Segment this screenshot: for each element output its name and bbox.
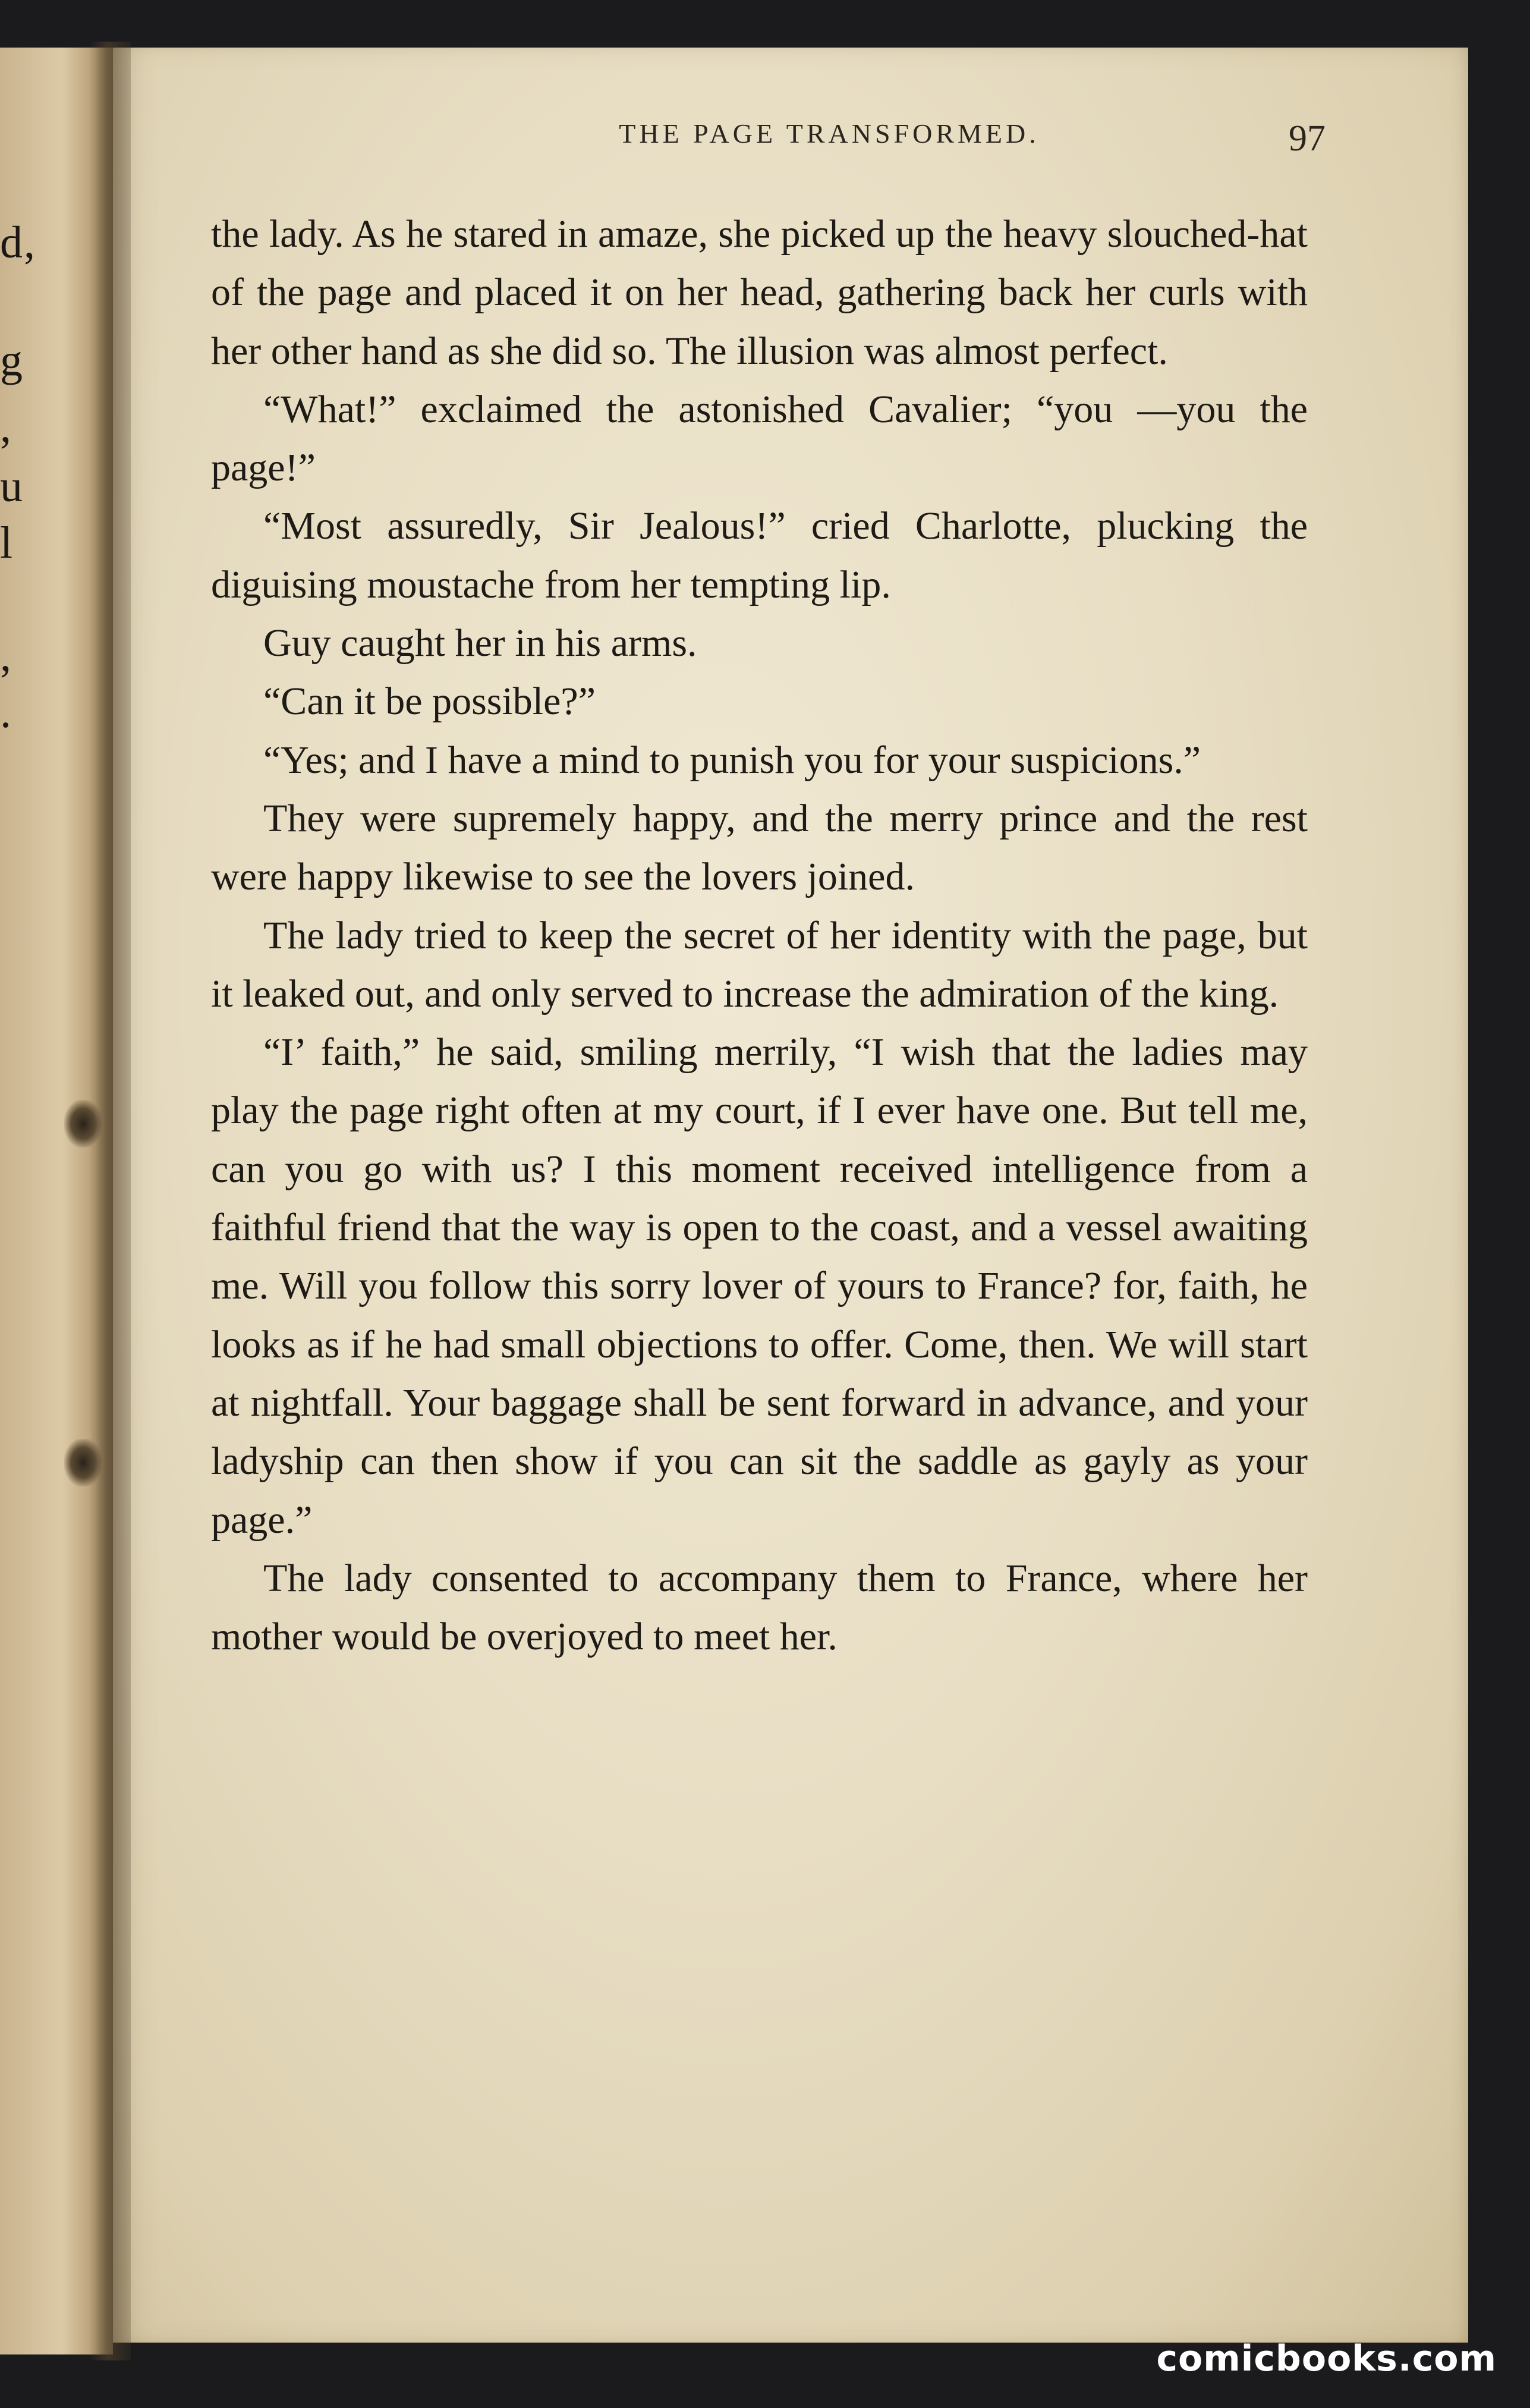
left-page-fragment: ,: [0, 631, 12, 681]
left-page-fragment: g: [0, 335, 24, 385]
paragraph: The lady consented to accompany them to France, where her mother would be overjoyed to meet her.: [211, 1556, 1308, 1659]
paragraph: “Yes; and I have a mind to punish you for your suspicions.”: [263, 738, 1201, 782]
paragraph: The lady tried to keep the secret of her identity with the page, but it leaked out, and only served to increase the admiration of the king.: [211, 913, 1308, 1016]
left-page-fragment: .: [0, 687, 12, 737]
paragraph: “Can it be possible?”: [263, 680, 596, 724]
page-number: 97: [1289, 118, 1326, 159]
book-page: [113, 48, 1468, 2343]
body-text: [211, 205, 1308, 1666]
paragraph: “I’ faith,” he said, smiling merrily, “I wish that the ladies may play the page right often at my court, if I ever have one. But tell me, can you go with us? I this moment received intelligence from a faithful friend that the way is open to the coast, and a vessel awaiting me. Will you follow this sorry lover of yours to France? for, faith, he looks as if he had small objections to offer. Come, then. We will start at nightfall. Your baggage shall be sent forward in advance, and your ladyship can then show if you can sit the saddle as gayly as your page.”: [211, 1030, 1308, 1542]
binding-tear: [64, 1439, 102, 1486]
running-head: THE PAGE TRANSFORMED.: [619, 118, 1040, 149]
left-page-fragment: l: [0, 518, 14, 568]
paragraph: the lady. As he stared in amaze, she picked up the heavy slouched-hat of the page and placed it on her head, gathering back her curls with her other hand as she did so. The illusion was almost perfect.: [211, 212, 1308, 373]
paragraph: They were supremely happy, and the merry prince and the rest were happy likewise to see the lovers joined.: [211, 796, 1308, 899]
book-gutter: [89, 42, 131, 2360]
left-page-fragment: d,: [0, 218, 36, 268]
paragraph: Guy caught her in his arms.: [263, 621, 697, 665]
site-watermark: comicbooks.com: [1156, 2338, 1497, 2379]
binding-tear: [64, 1100, 102, 1148]
paragraph: “What!” exclaimed the astonished Cavalier; “you —you the page!”: [211, 387, 1308, 490]
paragraph: “Most assuredly, Sir Jealous!” cried Charlotte, plucking the diguising moustache from her tempting lip.: [211, 504, 1308, 606]
left-page-fragment: u: [0, 461, 24, 511]
left-page-fragment: ,: [0, 402, 12, 452]
